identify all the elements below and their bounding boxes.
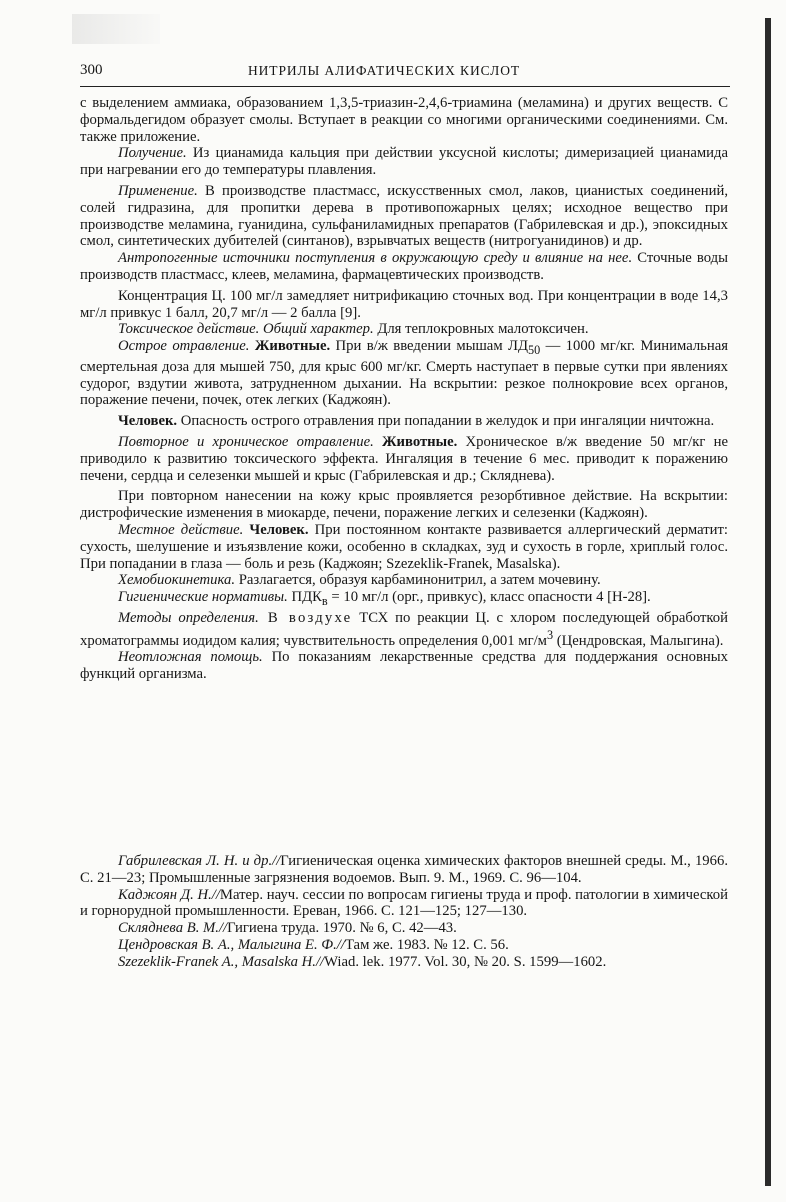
paragraph-acute-animals: Острое отравление. Животные. При в/ж введении мышам $ЛД_{50}$ — 1000 мг/кг. Минимальная смертельная доза для мышей 750, для крыс 600 мг/кг. Смерть наступает в первые сутки при явлениях судорог, вздутии живота, затрудненном дыхании. На вскрытии: резкое полнокровие всех органов, поражение печени, почек, отек легких (Каджоян).: [80, 338, 729, 409]
reference-item: Скляднева В. М.//Гигиена труда. 1970. № 6, С. 42—43.: [118, 920, 457, 937]
scan-smudge: [72, 14, 160, 44]
paragraph-chronic: Повторное и хроническое отравление. Животные. Хроническое в/ж введение 50 мг/кг не приводило к развитию токсического эффекта. Ингаляция в течение 6 мес. приводит к поражению печени, сердца и селезенки мышей и крыс (Габрилевская и др.; Скляднева).: [80, 434, 729, 484]
reference-author: Каджоян Д. Н.//: [118, 886, 220, 903]
page-header: [80, 62, 730, 84]
paragraph-hygiene-norms: Гигиенические нормативы. $ПДК_в = 10$ мг/л (орг., привкус), класс опасности 4 [Н-28].: [118, 589, 651, 609]
article-body: [80, 95, 728, 683]
section-label: Повторное и хроническое отравление.: [118, 434, 374, 451]
subject-label: Животные.: [254, 338, 331, 355]
references-list: [80, 853, 728, 971]
reference-item: Szezeklik-Franek A., Masalska H.//Wiad. lek. 1977. Vol. 30, № 20. S. 1599—1602.: [118, 953, 607, 970]
section-label: Гигиенические нормативы.: [118, 589, 288, 606]
section-label: Методы определения.: [118, 609, 259, 626]
paragraph-biokinetics: Хемобиокинетика. Разлагается, образуя карбаминонитрил, а затем мочевину.: [118, 572, 601, 589]
paragraph-application: Применение. В производстве пластмасс, искусственных смол, лаков, цианистых соединений, солей гидразина, для пропитки дерева в противопожарных целях; исходное вещество при производстве меламина, гуанидина, сульфаниламидных препаратов (Габрилевская и др.), эпоксидных смол, синтетических дубителей (синтанов), взрывчатых веществ (нитрогуанидинов) и др.: [80, 182, 728, 250]
reference-author: Габрилевская Л. Н. и др.//: [118, 853, 281, 869]
reference-item: Каджоян Д. Н.//Матер. науч. сессии по вопросам гигиены труда и проф. патологии в химической и горнорудной промышленности. Ереван, 1966. С. 121—125; 127—130.: [80, 886, 729, 920]
paragraph-acute-human: Человек. Опасность острого отравления при попадании в желудок и при ингаляции ничтожна.: [118, 413, 715, 430]
paragraph-skin-application: При повторном нанесении на кожу крыс проявляется резорбтивное действие. На вскрытии: дистрофические изменения в миокарде, печени, поражение легких и селезенки (Каджоян).: [80, 488, 728, 522]
subject-label: Человек.: [249, 522, 309, 539]
section-label: Острое отравление.: [118, 338, 250, 355]
section-label: Получение.: [118, 145, 187, 162]
reference-author: Цендровская В. А., Малыгина Е. Ф.//: [118, 936, 345, 953]
scan-edge-bar: [765, 18, 771, 1186]
section-label: Хемобиокинетика.: [118, 572, 236, 589]
paragraph-concentration: Концентрация Ц. 100 мг/л замедляет нитрификацию сточных вод. При концентрации в воде 14,3 мг/л привкус 1 балл, 20,7 мг/л — 2 балла [9].: [80, 287, 728, 321]
reference-author: Szezeklik-Franek A., Masalska H.//: [118, 953, 325, 970]
paragraph-methods: Методы определения. В воздухе ТСХ по реакции Ц. с хлором последующей обработкой хроматограммы иодидом калия; чувствительность определения 0,001 $мг/м^3$ (Цендровская, Малыгина).: [80, 609, 729, 649]
section-label: Применение.: [118, 182, 198, 199]
paragraph-emergency-aid: Неотложная помощь. По показаниям лекарственные средства для поддержания основных функций организма.: [80, 649, 728, 683]
paragraph-preparation: Получение. Из цианамида кальция при действии уксусной кислоты; димеризацией цианамида при нагревании его до температуры плавления.: [80, 145, 728, 179]
reference-item: Цендровская В. А., Малыгина Е. Ф.//Там же. 1983. № 12. С. 56.: [118, 936, 509, 953]
subject-label: Человек.: [118, 413, 178, 430]
header-rule: [80, 86, 730, 87]
section-label: Антропогенные источники поступления в окружающую среду и влияние на нее.: [118, 250, 633, 267]
paragraph-intro: с выделением аммиака, образованием 1,3,5-триазин-2,4,6-триамина (меламина) и других веществ. С формальдегидом образует смолы. Вступает в реакции со многими органическими соединениями. См. также приложение.: [80, 95, 728, 145]
section-label: Токсическое действие. Общий характер.: [118, 321, 374, 338]
page-number: 300: [80, 62, 103, 78]
reference-author: Скляднева В. М.//: [118, 920, 228, 937]
paragraph-anthropogenic-sources: Антропогенные источники поступления в окружающую среду и влияние на нее. Сточные воды производств пластмасс, клеев, меламина, фармацевтических производств.: [80, 250, 728, 283]
running-title: НИТРИЛЫ АЛИФАТИЧЕСКИХ КИСЛОТ: [248, 63, 521, 78]
reference-item: Габрилевская Л. Н. и др.//Гигиеническая оценка химических факторов внешней среды. М., 1966. С. 21—23; Промышленные загрязнения водоемов. Вып. 9. М., 1969. С. 96—104.: [80, 853, 728, 886]
paragraph-toxic-action: Токсическое действие. Общий характер. Для теплокровных малотоксичен.: [118, 321, 589, 338]
paragraph-local-action: Местное действие. Человек. При постоянном контакте развивается аллергический дерматит: сухость, шелушение и изъязвление кожи, особенно в складках, зуд и сухость в горле, хриплый голос. При попадании в глаза — боль и резь (Каджоян; Szezeklik-Franek, Masalska).: [80, 522, 728, 572]
section-label: Местное действие.: [118, 522, 244, 539]
subject-label: Животные.: [382, 434, 458, 451]
section-label: Неотложная помощь.: [118, 649, 263, 666]
